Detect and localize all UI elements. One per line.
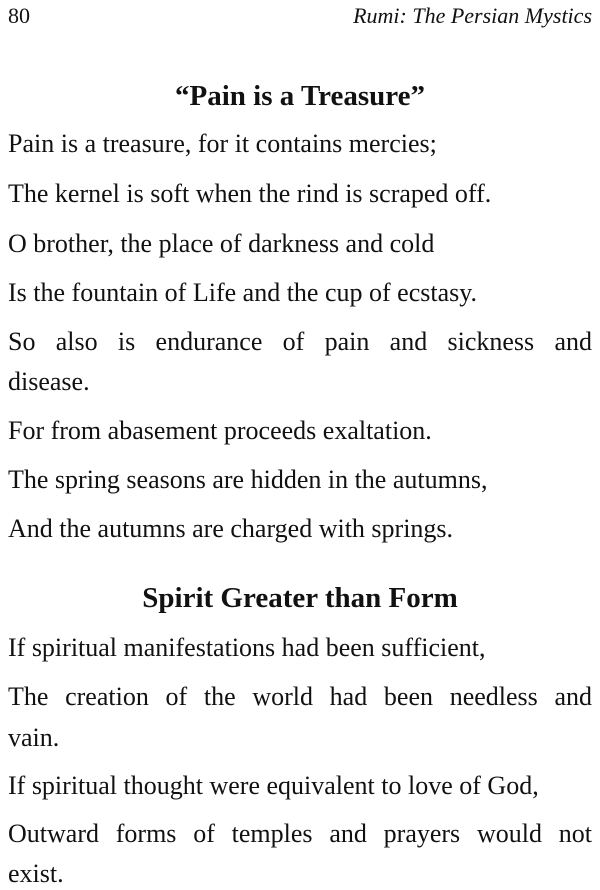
running-title: Rumi: The Persian Mystics	[353, 3, 592, 28]
poem-line: Pain is a treasure, for it contains mercies;	[8, 129, 437, 158]
poem-line: O brother, the place of darkness and cold	[8, 229, 435, 258]
poem-line: The creation of the world had been needless and	[8, 682, 592, 711]
poem-line: The kernel is soft when the rind is scraped off.	[8, 179, 492, 208]
poem-line: So also is endurance of pain and sickness and	[8, 327, 592, 356]
running-head	[8, 2, 592, 30]
poem-line: If spiritual thought were equivalent to love of God,	[8, 771, 539, 800]
page-number: 80	[8, 3, 30, 28]
poem-line: Outward forms of temples and prayers would not	[8, 819, 592, 848]
poem-line: For from abasement proceeds exaltation.	[8, 416, 432, 445]
poem-line: The spring seasons are hidden in the autumns,	[8, 465, 488, 494]
poem-line: exist.	[8, 859, 64, 888]
poem-line: disease.	[8, 367, 90, 396]
section-title-spirit-greater-than-form: Spirit Greater than Form	[142, 582, 458, 614]
poem-line: vain.	[8, 723, 60, 752]
poem-line: Is the fountain of Life and the cup of ecstasy.	[8, 278, 478, 307]
poem-line: And the autumns are charged with springs.	[8, 514, 454, 543]
section-title-pain-is-a-treasure: “Pain is a Treasure”	[174, 80, 425, 112]
poem-line: If spiritual manifestations had been sufficient,	[8, 633, 486, 662]
